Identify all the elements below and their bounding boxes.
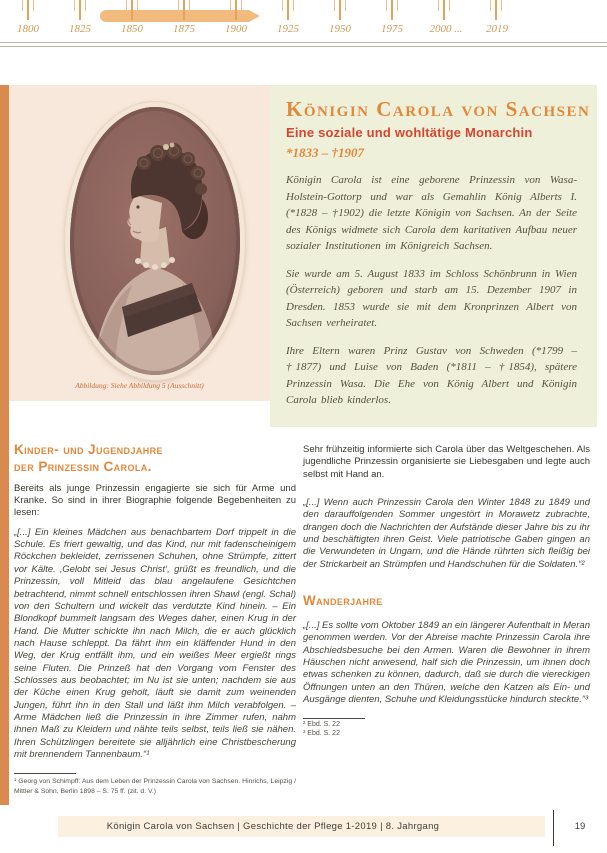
timeline-year: 2019 — [486, 23, 508, 35]
timeline-tick — [339, 0, 341, 20]
timeline-tick — [391, 0, 393, 20]
timeline-tick — [27, 0, 29, 20]
section-heading-kinderjahre — [14, 442, 296, 476]
timeline-year: 2000 ... — [429, 23, 463, 35]
timeline-year: 1800 — [17, 23, 39, 35]
footer-divider — [553, 810, 554, 846]
left-quote-paragraph: „[...] Ein kleines Mädchen aus benachbartem Dorf trippelt in die Schule. Es friert gewaltig, und das Kind, nur mit fadenscheinigem Röckchen bekleidet, zerrissenen Schuhen, ohne Strümpfe, zittert vor Kälte. ‚Gelobt sei Jesus Christ‘, grüßt es freundlich, und die Prinzessin, voll Mitleid das blau angelaufene Gesichtchen betrachtend, nimmt schnell entschlossen ihren Shawl (engl. Schal) von den Schultern und wickelt das verdutzte Kind hinein. – Ein Blondkopf bummelt langsam des Weges daher, einen Krug in der Hand. Die Mutter schickte ihn nach Milch, die er auch glücklich nach Hause schleppt. Da fährt ihm ein kläffender Hund in den Weg, der Krug entfällt ihm, und ein weißes Meer ergießt rings seine Fluten. Die Prinzeß hat den Vorgang vom Fenster des Schlosses aus beobachtet; im Nu ist sie unten; nachdem sie aus der Küche einen Krug geholt, läuft sie damit zum weinenden Jungen, führt ihn in den Stall und läßt ihm Milch verabfolgen. – Arme Mädchen ließ die Prinzessin in ihre Zimmer rufen, nahm ihnen Maß zu Kleidern und nähte teils selbst, teils ließ sie nähen. Ihren Schützlingen bereitete sie alljährlich eine Christbescherung mit brennendem Tannenbaum.“¹ — [14, 526, 296, 760]
timeline-tick — [287, 0, 289, 20]
timeline-rule — [0, 42, 607, 47]
heading-line-1: Kinder- und Jugendjahre — [14, 442, 163, 457]
column-left — [14, 442, 296, 804]
life-dates: *1833 – †1907 — [286, 145, 364, 160]
timeline-year: 1825 — [69, 23, 91, 35]
timeline-year: 1900 — [225, 23, 247, 35]
timeline-tick — [131, 0, 133, 20]
heading-line-2: der Prinzessin Carola. — [14, 458, 152, 474]
right-paragraph-intro: Sehr frühzeitig informierte sich Carola über das Weltgeschehen. Als jugendliche Prinzessin organisierte sie Liebesgaben und legte auch selbst mit Hand an. — [303, 444, 590, 480]
footnote-1: ¹ Georg von Schimpff: Aus dem Leben der Prinzessin Carola von Sachsen. Hinrichs, Leipzig / Mittler & Sohn, Berlin 1898 – S. 75 ff. (zit. d. V.) — [14, 778, 296, 796]
timeline-year: 1875 — [173, 23, 195, 35]
timeline-year: 1850 — [121, 23, 143, 35]
portrait-block — [9, 85, 270, 401]
intro-paragraph-3: Ihre Eltern waren Prinz Gustav von Schweden (*1799 – †1877) und Luise von Baden (*1811 – †1854), spätere Prinzessin Wasa. Die Ehe von König Albert und Königin Carola blieb kinderlos. — [286, 344, 577, 406]
timeline-tick — [183, 0, 185, 20]
footnote-rule-right — [303, 718, 365, 719]
column-right — [303, 442, 590, 737]
footnote-rule-left — [14, 773, 76, 774]
timeline-year: 1925 — [277, 23, 299, 35]
accent-side-band — [0, 85, 9, 805]
section-heading-wanderjahre: Wanderjahre — [303, 593, 383, 609]
right-quote-paragraph-2: „[...] Es sollte vom Oktober 1849 an ein längerer Aufenthalt in Meran genommen werden. Vor der Abreise machte Prinzessin Carola ihre Abschiedsbesuche bei den Armen. Waren die Bewohner in ihrem Häuschen nicht anwesend, half sich die Prinzessin, um ihnen doch etwas schenken zu können, dadurch, daß sie durch die viereckigen Öffnungen unten an den Thüren, welche den Katzen als Ein- und Ausgänge dienten, Schuhe und Kleidungsstücke hindurch steckte.“³ — [303, 619, 590, 706]
intro-block — [270, 85, 597, 427]
portrait-illustration — [70, 107, 240, 375]
intro-paragraph-1: Königin Carola ist eine geborene Prinzessin von Wasa-Holstein-Gottorp und war als Gemahlin König Alberts I. (*1828 – †1902) die letzte Königin von Sachsen. An der Seite des Königs widmete sich Carola dem karitativen Aufbau neuer sozialer Institutionen im Königreich Sachsen. — [286, 174, 577, 252]
page-subtitle: Eine soziale und wohltätige Monarchin — [286, 125, 533, 140]
running-title: Königin Carola von Sachsen | Geschichte der Pflege 1-2019 | 8. Jahrgang — [106, 821, 440, 832]
page-title: Königin Carola von Sachsen — [286, 97, 591, 121]
timeline-ruler — [0, 0, 607, 55]
footnote-3: ³ Ebd. S. 22 — [303, 730, 340, 738]
intro-paragraph-2: Sie wurde am 5. August 1833 im Schloss Schönbrunn in Wien (Österreich) geboren und starb am 15. Dezember 1907 in Dresden. 1853 wurde sie mit dem Kronprinzen Albert von Sachsen verheiratet. — [286, 267, 577, 329]
timeline-tick — [235, 0, 237, 20]
portrait-caption: Abbildung: Siehe Abbildung 5 (Ausschnitt) — [75, 381, 204, 390]
timeline-year: 1950 — [329, 23, 351, 35]
timeline-tick — [443, 0, 445, 20]
page-footer — [0, 810, 607, 853]
footnote-2: ² Ebd. S. 22 — [303, 721, 340, 729]
left-paragraph-intro: Bereits als junge Prinzessin engagierte sie sich für Arme und Kranke. So sind in ihrer Biographie folgende Begebenheiten zu lesen: — [14, 482, 296, 519]
timeline-year: 1975 — [381, 23, 403, 35]
page-number: 19 — [574, 821, 586, 832]
timeline-tick — [79, 0, 81, 20]
right-quote-paragraph-1: „[...] Wenn auch Prinzessin Carola den Winter 1848 zu 1849 und den darauffolgenden Sommer ungestört in Morawetz zubrachte, drangen doch die Nachrichten der Aufstände dieser Jahre bis zu ihr und beschäftigten ihren Geist. Viele patriotische Gaben gingen an die Verwundeten in Ungarn, und die Hände rührten sich fleißig bei der Strickarbeit an Strümpfen und Handschuhen für die Soldaten.“² — [303, 497, 590, 570]
portrait-photo — [65, 102, 245, 380]
timeline-tick — [495, 0, 497, 20]
